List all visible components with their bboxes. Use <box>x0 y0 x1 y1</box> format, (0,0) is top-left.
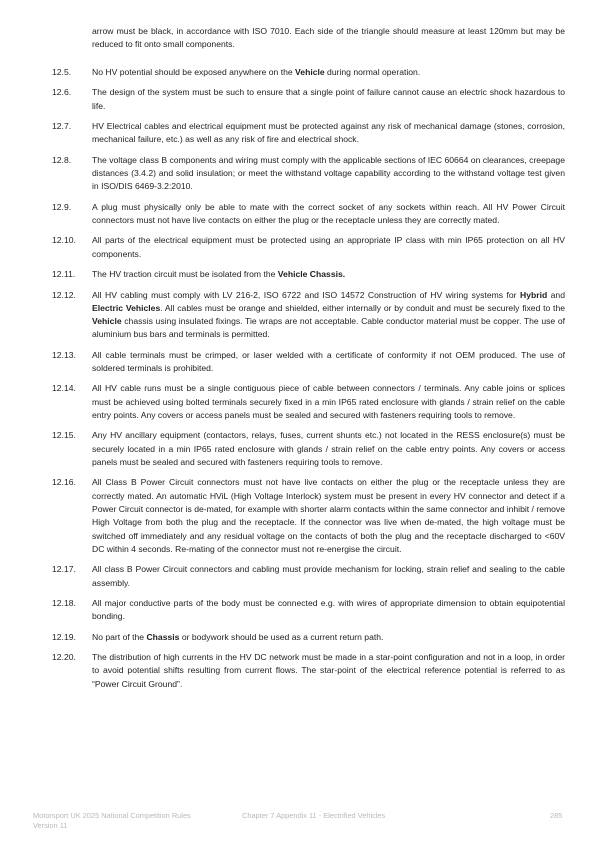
footer-publication: Motorsport UK 2025 National Competition Rules <box>33 811 191 820</box>
clause-12-17 <box>0 563 600 590</box>
footer-version: Version 11 <box>33 821 68 830</box>
page-footer <box>0 811 600 841</box>
clause-12-16 <box>0 476 600 556</box>
clause-number: 12.16. <box>52 477 76 488</box>
clause-number: 12.11. <box>52 269 76 280</box>
clause-12-6 <box>0 86 600 113</box>
clause-number: 12.9. <box>52 201 72 212</box>
clause-text: The voltage class B components and wiring must comply with the applicable sections of IEC 60664 on clearances, creepage distances (3.4.2) and solid insulation; or meet the withstand voltage capability according to the withstand voltage test given in ISO/DIS 6469-3.2:2010. <box>92 154 565 192</box>
continued-paragraph: arrow must be black, in accordance with ISO 7010. Each side of the triangle should measure at least 120mm but may be reduced to fit onto small components. <box>92 26 565 50</box>
clause-12-19 <box>0 631 600 644</box>
clause-12-20 <box>0 651 600 691</box>
clause-number: 12.8. <box>52 154 72 165</box>
clause-number: 12.5. <box>52 67 72 77</box>
clause-number: 12.12. <box>52 289 76 300</box>
clause-number: 12.17. <box>52 564 76 575</box>
clause-12-5 <box>0 66 600 79</box>
clause-12-13 <box>0 349 600 376</box>
clause-12-8 <box>0 154 600 194</box>
clause-12-7 <box>0 120 600 147</box>
clause-text: All Class B Power Circuit connectors must not have live contacts on either the plug or the receptacle unless they are correctly mated. An automatic HViL (High Voltage Interlock) system must be present in every HV connector and detect if a Power Circuit connector is de-mated, for example with shorter alarm contacts within the same connector and inhibit / remove High Voltage from both the plug and the receptacle. If the connector was live when de-mated, the high voltage must be switched off immediately and any residual voltage on the contacts of both the plug and the receptacle discharged to <60V DC within 4 seconds. Re-mating of the connector must not re-energise the circuit. <box>92 477 565 554</box>
clause-list <box>0 66 600 698</box>
clause-number: 12.18. <box>52 598 76 609</box>
clause-text: The HV traction circuit must be isolated from the Vehicle Chassis. <box>92 269 346 280</box>
clause-12-14 <box>0 382 600 422</box>
clause-text: All HV cable runs must be a single contiguous piece of cable between connectors / terminals. Any cable joins or splices must be achieved using bolted terminals securely fixed in a min IP65 rated enclosure with glands / strain relief on the cable entry points. Any covers or access panels must be sealed and secured with fasteners requiring tools to remove. <box>92 383 565 421</box>
clause-12-9 <box>0 201 600 228</box>
clause-number: 12.15. <box>52 430 76 441</box>
footer-chapter: Chapter 7 Appendix 11 - Electrified Vehicles <box>242 811 386 820</box>
clause-text: Any HV ancillary equipment (contactors, relays, fuses, current shunts etc.) not located in the RESS enclosure(s) must be securely located in a min IP65 rated enclosure with glands / strain relief on the cable entry points. Any covers or access panels must be sealed and secured with fasteners requiring tools to remove. <box>92 430 565 468</box>
clause-number: 12.13. <box>52 349 76 360</box>
clause-text: All class B Power Circuit connectors and cabling must provide mechanism for locking, strain relief and sealing to the cable assembly. <box>92 564 565 588</box>
clause-text: A plug must physically only be able to mate with the correct socket of any sockets within reach. All HV Power Circuit connectors must not have live contacts on either the plug or the receptacle unless they are correctly mated. <box>92 201 565 226</box>
clause-text: The design of the system must be such to ensure that a single point of failure cannot cause an electric shock hazardous to life. <box>92 87 565 111</box>
clause-text: All HV cabling must comply with LV 216-2, ISO 6722 and ISO 14572 Construction of HV wiring systems for Hybrid and Electric Vehicles. All cables must be orange and shielded, either internally or by conduit and must be securely fixed to the Vehicle chassis using insulated fixings. Tie wraps are not acceptable. Cable conductor material must be copper. The use of aluminium bus bars and terminals is permitted. <box>92 289 566 340</box>
clause-number: 12.6. <box>52 87 72 98</box>
page-number: 285 <box>550 811 563 820</box>
clause-text: The distribution of high currents in the HV DC network must be made in a star-point configuration and not in a loop, in order to avoid potential shifts resulting from current flows. The star-point of the electrical reference potential is referred to as “Power Circuit Ground”. <box>92 652 565 689</box>
clause-text: HV Electrical cables and electrical equipment must be protected against any risk of mechanical damage (stones, corrosion, mechanical failure, etc.) as well as any risk of fire and electrical shock. <box>92 121 565 145</box>
clause-number: 12.19. <box>52 631 76 642</box>
clause-number: 12.14. <box>52 383 76 394</box>
clause-text: All parts of the electrical equipment must be protected using an appropriate IP class with min IP65 protection on all HV components. <box>92 235 565 259</box>
clause-number: 12.10. <box>52 235 76 246</box>
clause-text: No part of the Chassis or bodywork should be used as a current return path. <box>92 631 384 642</box>
clause-number: 12.7. <box>52 121 72 132</box>
clause-12-12 <box>0 289 600 342</box>
clause-text: All major conductive parts of the body must be connected e.g. with wires of appropriate dimension to obtain equipotential bonding. <box>92 598 565 622</box>
clause-number: 12.20. <box>52 652 76 663</box>
clause-12-15 <box>0 429 600 469</box>
clause-text: No HV potential should be exposed anywhere on the Vehicle during normal operation. <box>92 67 421 77</box>
clause-12-10 <box>0 234 600 261</box>
clause-text: All cable terminals must be crimped, or laser welded with a certificate of conformity if not OEM produced. The use of soldered terminals is prohibited. <box>92 349 565 374</box>
clause-12-11 <box>0 268 600 281</box>
clause-12-18 <box>0 597 600 624</box>
